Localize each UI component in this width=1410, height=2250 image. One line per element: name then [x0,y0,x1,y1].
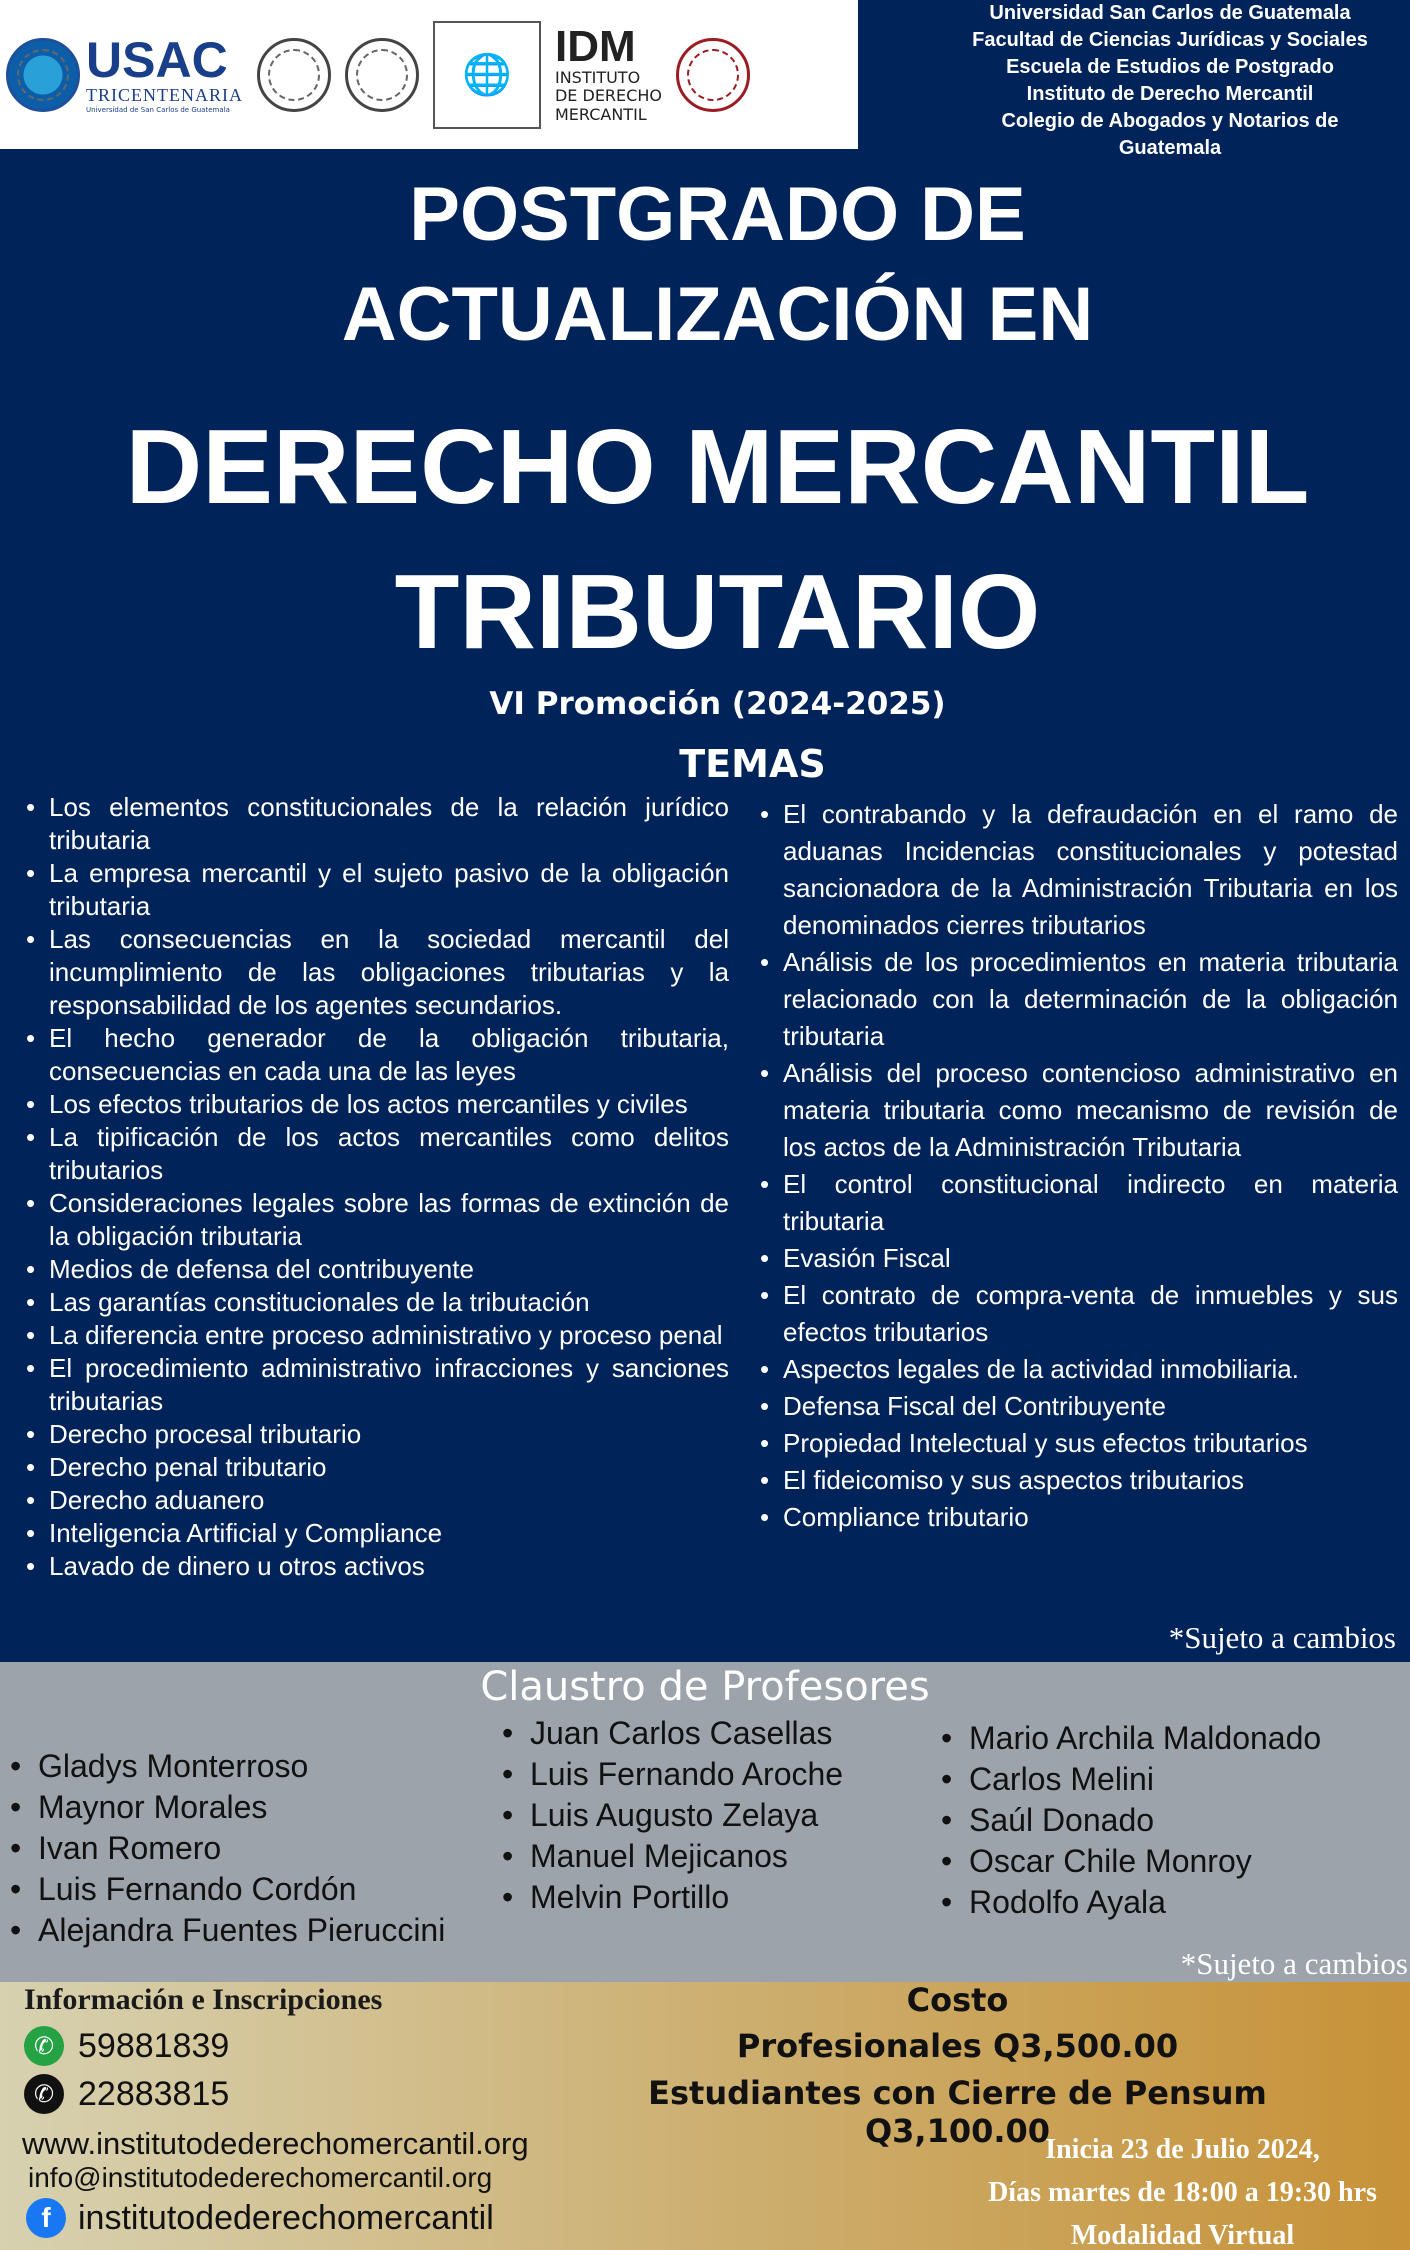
topics-list-right [758,796,1398,1536]
title-main [0,395,1410,685]
facebook-link[interactable] [26,2198,494,2238]
usac-logo [6,32,243,114]
topic-item: • La empresa mercantil y el sujeto pasivo de la obligación tributaria [24,857,729,923]
cost-heading: Costo [906,1981,1009,2019]
topic-item: • Derecho procesal tributario [24,1418,729,1451]
usac-small: Universidad de San Carlos de Guatemala [86,106,230,114]
institution-line: Colegio de Abogados y Notarios de [1001,110,1339,132]
topic-item: • El control constitucional indirecto en materia tributaria [758,1166,1398,1240]
topic-item: • Análisis de los procedimientos en materia tributaria relacionado con la determinación de la obligación tributaria [758,944,1398,1055]
faculty-member: • Melvin Portillo [500,1877,843,1918]
cost-professionals: Profesionales Q3,500.00 [736,2027,1179,2065]
title-line-2: ACTUALIZACIÓN EN [341,272,1094,357]
faculty-member: • Carlos Melini [939,1759,1321,1800]
topic-item: • Defensa Fiscal del Contribuyente [758,1388,1398,1425]
facebook-icon: f [26,2198,66,2238]
faculty-member: • Maynor Morales [8,1787,445,1828]
email-link[interactable]: info@institutodederechomercantil.org [28,2162,493,2193]
topic-item: • La tipificación de los actos mercantiles como delitos tributarios [24,1121,729,1187]
topic-item: • Las consecuencias en la sociedad mercantil del incumplimiento de las obligaciones tributarias y la responsabilidad de los agentes secundarios. [24,923,729,1022]
idm-sub-1: INSTITUTO [554,67,641,87]
colegio-seal-icon [676,38,750,112]
whatsapp-icon: ✆ [24,2026,64,2066]
phone-contact[interactable] [24,2074,229,2114]
info-heading: Información e Inscripciones [24,1983,383,2016]
faculty-list-2 [500,1713,843,1918]
institution-line: Instituto de Derecho Mercantil [1026,83,1314,105]
class-days: Días martes de 18:00 a 19:30 hrs [988,2177,1377,2208]
idm-sub-3: MERCANTIL [554,104,647,124]
faculty-member: • Luis Augusto Zelaya [500,1795,843,1836]
topic-item: • La diferencia entre proceso administrativo y proceso penal [24,1319,729,1352]
topic-item: • Inteligencia Artificial y Compliance [24,1517,729,1550]
institution-line: Escuela de Estudios de Postgrado [1006,56,1334,78]
schedule-info [960,2128,1405,2250]
faculty-member: • Saúl Donado [939,1800,1321,1841]
faculty-member: • Luis Fernando Aroche [500,1754,843,1795]
topic-item: • Análisis del proceso contencioso administrativo en materia tributaria como mecanismo de revisión de los actos de la Administración Tributaria [758,1055,1398,1166]
faculty-member: • Mario Archila Maldonado [939,1718,1321,1759]
facebook-handle: institutodederechomercantil [78,2198,494,2237]
faculty-member: • Juan Carlos Casellas [500,1713,843,1754]
faculty-subject-to-change-note: *Sujeto a cambios [1180,1946,1408,1981]
topics-list-left [24,791,729,1583]
faculty-list-3 [939,1718,1321,1923]
usac-sub: TRICENTENARIA [86,85,243,105]
topic-item: • El contrabando y la defraudación en el ramo de aduanas Incidencias constitucionales y potestad sancionadora de la Administración Tributaria en los denominados cierres tributarios [758,796,1398,944]
faculty-member: • Gladys Monterroso [8,1746,445,1787]
phone-number: 22883815 [78,2074,230,2113]
topic-item: • Evasión Fiscal [758,1240,1398,1277]
topic-item: • Los efectos tributarios de los actos mercantiles y civiles [24,1088,729,1121]
faculty-member: • Manuel Mejicanos [500,1836,843,1877]
faculty-member: • Luis Fernando Cordón [8,1869,445,1910]
topic-item: • Aspectos legales de la actividad inmobiliaria. [758,1351,1398,1388]
idm-sub-2: DE DERECHO [554,86,662,106]
idm-name: IDM [554,21,636,71]
postgrado-seal-icon [257,38,331,112]
world-map-seal-icon: 🌐 [433,21,541,129]
topic-item: • Lavado de dinero u otros activos [24,1550,729,1583]
topic-item: • Las garantías constitucionales de la tributación [24,1286,729,1319]
start-date: Inicia 23 de Julio 2024, [1045,2134,1320,2165]
faculty-member: • Ivan Romero [8,1828,445,1869]
topic-item: • Propiedad Intelectual y sus efectos tributarios [758,1425,1398,1462]
cost-students: Estudiantes con Cierre de Pensum Q3,100.00 [648,2074,1267,2150]
topic-item: • El contrato de compra-venta de inmuebles y sus efectos tributarios [758,1277,1398,1351]
logo-strip [0,0,858,149]
faculty-member: • Rodolfo Ayala [939,1882,1321,1923]
faculty-list-1 [8,1746,445,1951]
institution-line: Universidad San Carlos de Guatemala [989,2,1351,24]
idm-logo [554,21,662,124]
modality: Modalidad Virtual [1070,2220,1295,2250]
topic-item: • Consideraciones legales sobre las formas de extinción de la obligación tributaria [24,1187,729,1253]
topic-item: • Medios de defensa del contribuyente [24,1253,729,1286]
faculty-member: • Oscar Chile Monroy [939,1841,1321,1882]
promotion: VI Promoción (2024-2025) [489,686,946,722]
topic-item: • El hecho generador de la obligación tributaria, consecuencias en cada una de las leyes [24,1022,729,1088]
whatsapp-number: 59881839 [78,2026,230,2065]
title-line-3: DERECHO MERCANTIL [125,408,1310,526]
topic-item: • El fideicomiso y sus aspectos tributarios [758,1462,1398,1499]
institution-line: Facultad de Ciencias Jurídicas y Sociales [972,29,1368,51]
whatsapp-contact[interactable] [24,2026,229,2066]
topic-item: • Derecho aduanero [24,1484,729,1517]
title-line-4: TRIBUTARIO [394,553,1041,671]
title-line-1: POSTGRADO DE [409,172,1026,257]
institution-list [930,0,1410,162]
faculty-heading: Claustro de Profesores [480,1664,930,1710]
subject-to-change-note: *Sujeto a cambios [1168,1620,1396,1655]
website-link[interactable]: www.institutodederechomercantil.org [22,2126,529,2161]
title-top [0,165,1410,365]
topics-heading: TEMAS [679,742,826,786]
institution-line: Guatemala [1118,137,1222,159]
topic-item: • Compliance tributario [758,1499,1398,1536]
faculty-member: • Alejandra Fuentes Pieruccini [8,1910,445,1951]
usac-seal-icon [6,38,80,112]
phone-icon: ✆ [24,2074,64,2114]
topic-item: • Los elementos constitucionales de la relación jurídico tributaria [24,791,729,857]
usac-name: USAC [86,32,228,88]
topic-item: • Derecho penal tributario [24,1451,729,1484]
topic-item: • El procedimiento administrativo infracciones y sanciones tributarias [24,1352,729,1418]
facultad-seal-icon [345,38,419,112]
